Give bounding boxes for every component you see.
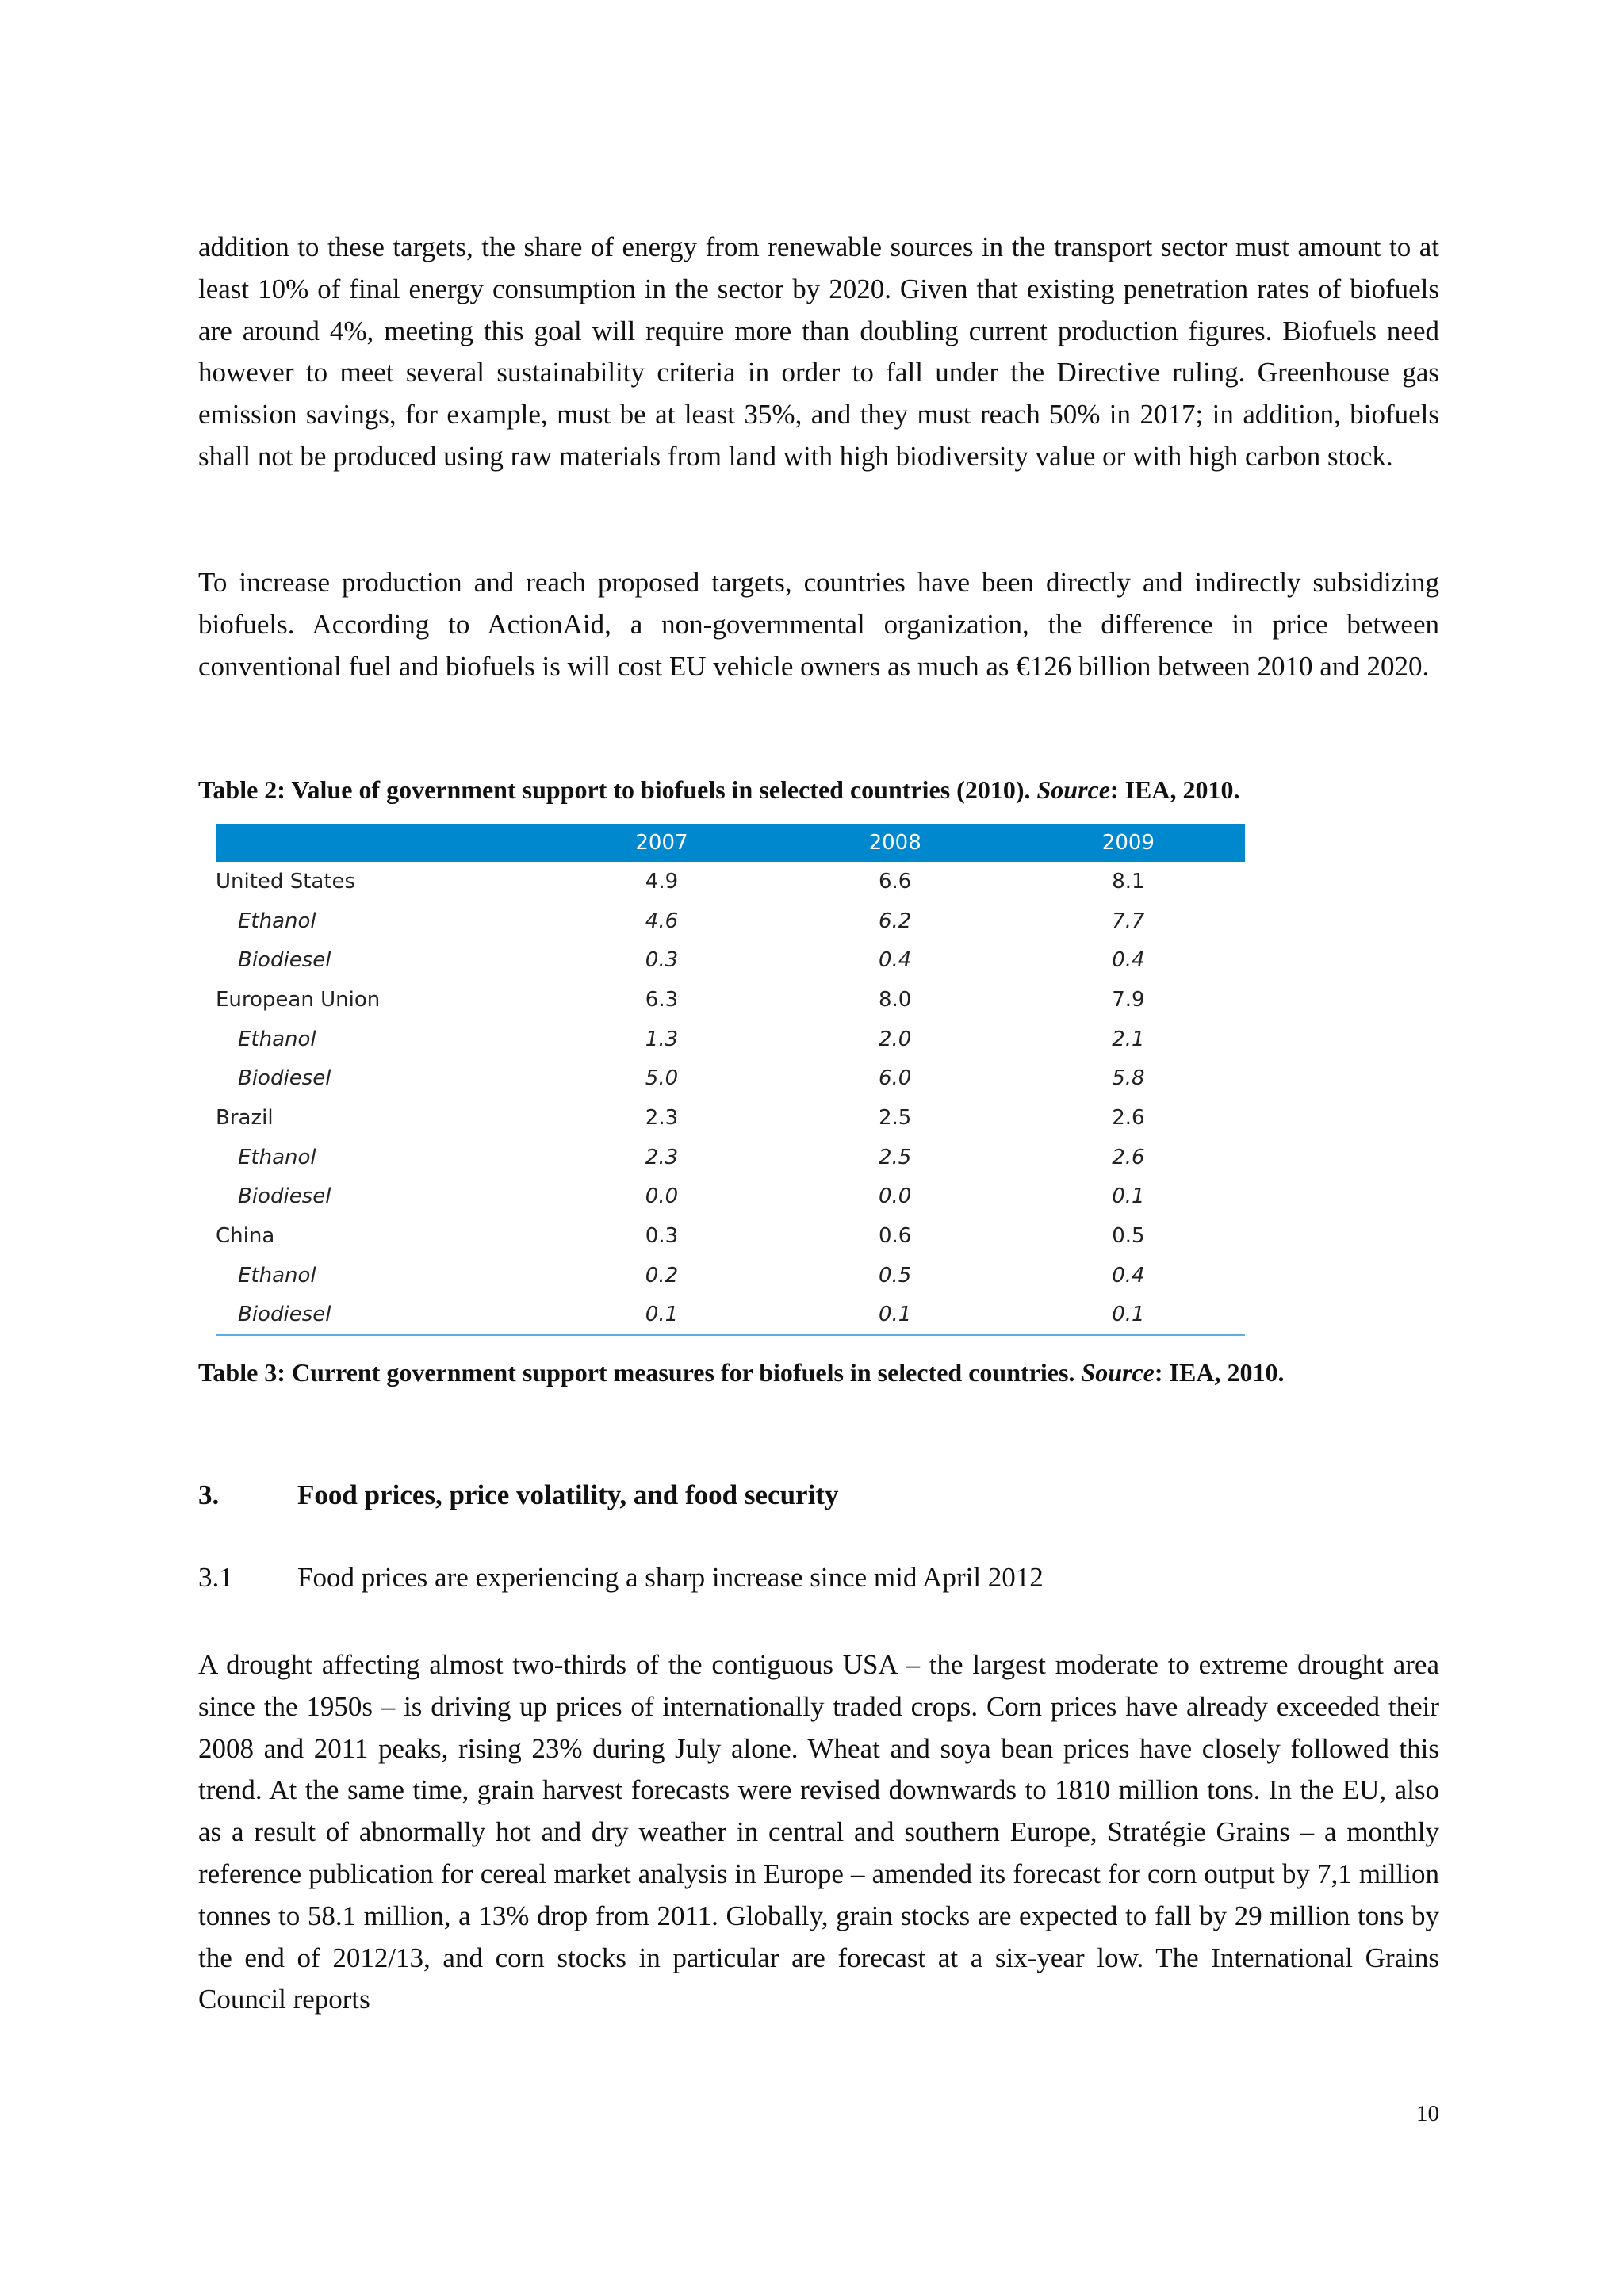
table-row <box>216 1098 1245 1138</box>
table-header-row <box>216 824 1245 862</box>
value-cell: 1.3 <box>645 1027 679 1051</box>
table-row <box>216 1020 1245 1059</box>
value-cell: 0.1 <box>779 1295 1012 1336</box>
subsection-heading <box>198 1562 1044 1594</box>
caption-source: : IEA, 2010. <box>1154 1358 1285 1387</box>
row-label: Brazil <box>216 1105 274 1130</box>
page-number: 10 <box>1416 2101 1439 2126</box>
table-row <box>216 1058 1245 1098</box>
table-row <box>216 980 1245 1020</box>
value-cell: 0.5 <box>878 1263 912 1288</box>
value-cell: 0.0 <box>878 1184 912 1209</box>
caption-source-label: Source <box>1036 775 1110 804</box>
table-row <box>216 1216 1245 1256</box>
row-label: Ethanol <box>238 909 316 933</box>
value-cell: 0.2 <box>645 1263 679 1288</box>
table-row <box>216 1256 1245 1295</box>
row-label: Biodiesel <box>238 1066 331 1091</box>
value-cell: 2.3 <box>645 1145 679 1169</box>
value-cell: 0.1 <box>1012 1295 1245 1336</box>
value-cell: 2.1 <box>1112 1027 1145 1051</box>
value-cell: 2.5 <box>878 1145 912 1169</box>
value-cell: 6.0 <box>878 1066 912 1091</box>
value-cell: 0.4 <box>1112 948 1145 973</box>
header-cell: 2008 <box>779 824 1012 862</box>
value-cell: 6.3 <box>645 987 679 1012</box>
value-cell: 8.0 <box>878 987 912 1012</box>
row-label: Biodiesel <box>216 1295 545 1336</box>
value-cell: 4.9 <box>645 869 679 894</box>
caption-source: : IEA, 2010. <box>1109 775 1240 804</box>
row-label: United States <box>216 869 356 894</box>
paragraph-subsidies: To increase production and reach proposed targets, countries have been directly and indirectly subsidizing biofuels. According to ActionAid, a non-governmental organization, the difference in price between conventional fuel and biofuels is will cost EU vehicle owners as much as €126 billion between 2010 and 2020. <box>198 567 1439 682</box>
value-cell: 0.0 <box>645 1184 679 1209</box>
row-label: European Union <box>216 987 381 1012</box>
subsection-title: Food prices are experiencing a sharp increase since mid April 2012 <box>297 1562 1044 1593</box>
value-cell: 0.1 <box>1112 1184 1145 1209</box>
value-cell: 5.8 <box>1112 1066 1145 1091</box>
value-cell: 2.5 <box>878 1105 912 1130</box>
value-cell: 8.1 <box>1112 869 1145 894</box>
header-cell: 2007 <box>545 824 778 862</box>
row-label: China <box>216 1224 275 1249</box>
row-label: Ethanol <box>238 1145 316 1169</box>
biofuel-support-table <box>216 824 1245 1336</box>
value-cell: 6.6 <box>878 869 912 894</box>
value-cell: 0.3 <box>645 1224 679 1249</box>
table-row <box>216 862 1245 901</box>
paragraph-renewable-targets: addition to these targets, the share of energy from renewable sources in the transport sector must amount to at least 10% of final energy consumption in the sector by 2020. Given that existing penetration rates of biofuels are around 4%, meeting this goal will require more than doubling current production figures. Biofuels need however to meet several sustainability criteria in order to fall under the Directive ruling. Greenhouse gas emission savings, for example, must be at least 35%, and they must reach 50% in 2017; in addition, biofuels shall not be produced using raw materials from land with high biodiversity value or with high carbon stock. <box>198 232 1439 472</box>
section-title: Food prices, price volatility, and food security <box>297 1479 839 1510</box>
header-cell: 2009 <box>1012 824 1245 862</box>
table-row <box>216 1295 1245 1336</box>
section-number: 3. <box>198 1479 220 1510</box>
value-cell: 7.9 <box>1112 987 1145 1012</box>
value-cell: 2.0 <box>878 1027 912 1051</box>
value-cell: 7.7 <box>1112 909 1145 933</box>
value-cell: 0.5 <box>1112 1224 1145 1249</box>
value-cell: 2.6 <box>1112 1105 1145 1130</box>
table-row <box>216 1138 1245 1177</box>
table-row <box>216 1177 1245 1217</box>
table3-caption <box>198 1358 1284 1387</box>
value-cell: 5.0 <box>645 1066 679 1091</box>
value-cell: 2.3 <box>645 1105 679 1130</box>
row-label: Biodiesel <box>238 1184 331 1209</box>
caption-text: Table 3: Current government support measures for biofuels in selected countries. <box>198 1358 1082 1387</box>
value-cell: 2.6 <box>1112 1145 1145 1169</box>
value-cell: 6.2 <box>878 909 912 933</box>
row-label: Ethanol <box>238 1263 316 1288</box>
header-cell <box>216 824 545 862</box>
value-cell: 0.4 <box>1112 1263 1145 1288</box>
subsection-number: 3.1 <box>198 1562 233 1593</box>
caption-text: Table 2: Value of government support to biofuels in selected countries (2010). <box>198 775 1037 804</box>
section-heading <box>198 1479 838 1511</box>
value-cell: 0.3 <box>645 948 679 973</box>
caption-source-label: Source <box>1081 1358 1155 1387</box>
row-label: Biodiesel <box>238 948 331 973</box>
table-row <box>216 901 1245 941</box>
value-cell: 0.1 <box>545 1295 778 1336</box>
table-row <box>216 940 1245 980</box>
value-cell: 4.6 <box>645 909 679 933</box>
row-label: Ethanol <box>238 1027 316 1051</box>
value-cell: 0.6 <box>878 1224 912 1249</box>
table2-caption <box>198 775 1239 805</box>
paragraph-drought: A drought affecting almost two-thirds of the contiguous USA – the largest moderate to extreme drought area since the 1950s – is driving up prices of internationally traded crops. Corn prices have already exceeded their 2008 and 2011 peaks, rising 23% during July alone. Wheat and soya bean prices have closely followed this trend. At the same time, grain harvest forecasts were revised downwards to 1810 million tons. In the EU, also as a result of abnormally hot and dry weather in central and southern Europe, Stratégie Grains – a monthly reference publication for cereal market analysis in Europe – amended its forecast for corn output by 7,1 million tonnes to 58.1 million, a 13% drop from 2011. Globally, grain stocks are expected to fall by 29 million tons by the end of 2012/13, and corn stocks in particular are forecast at a six-year low. The International Grains Council reports <box>198 1649 1439 2015</box>
value-cell: 0.4 <box>878 948 912 973</box>
